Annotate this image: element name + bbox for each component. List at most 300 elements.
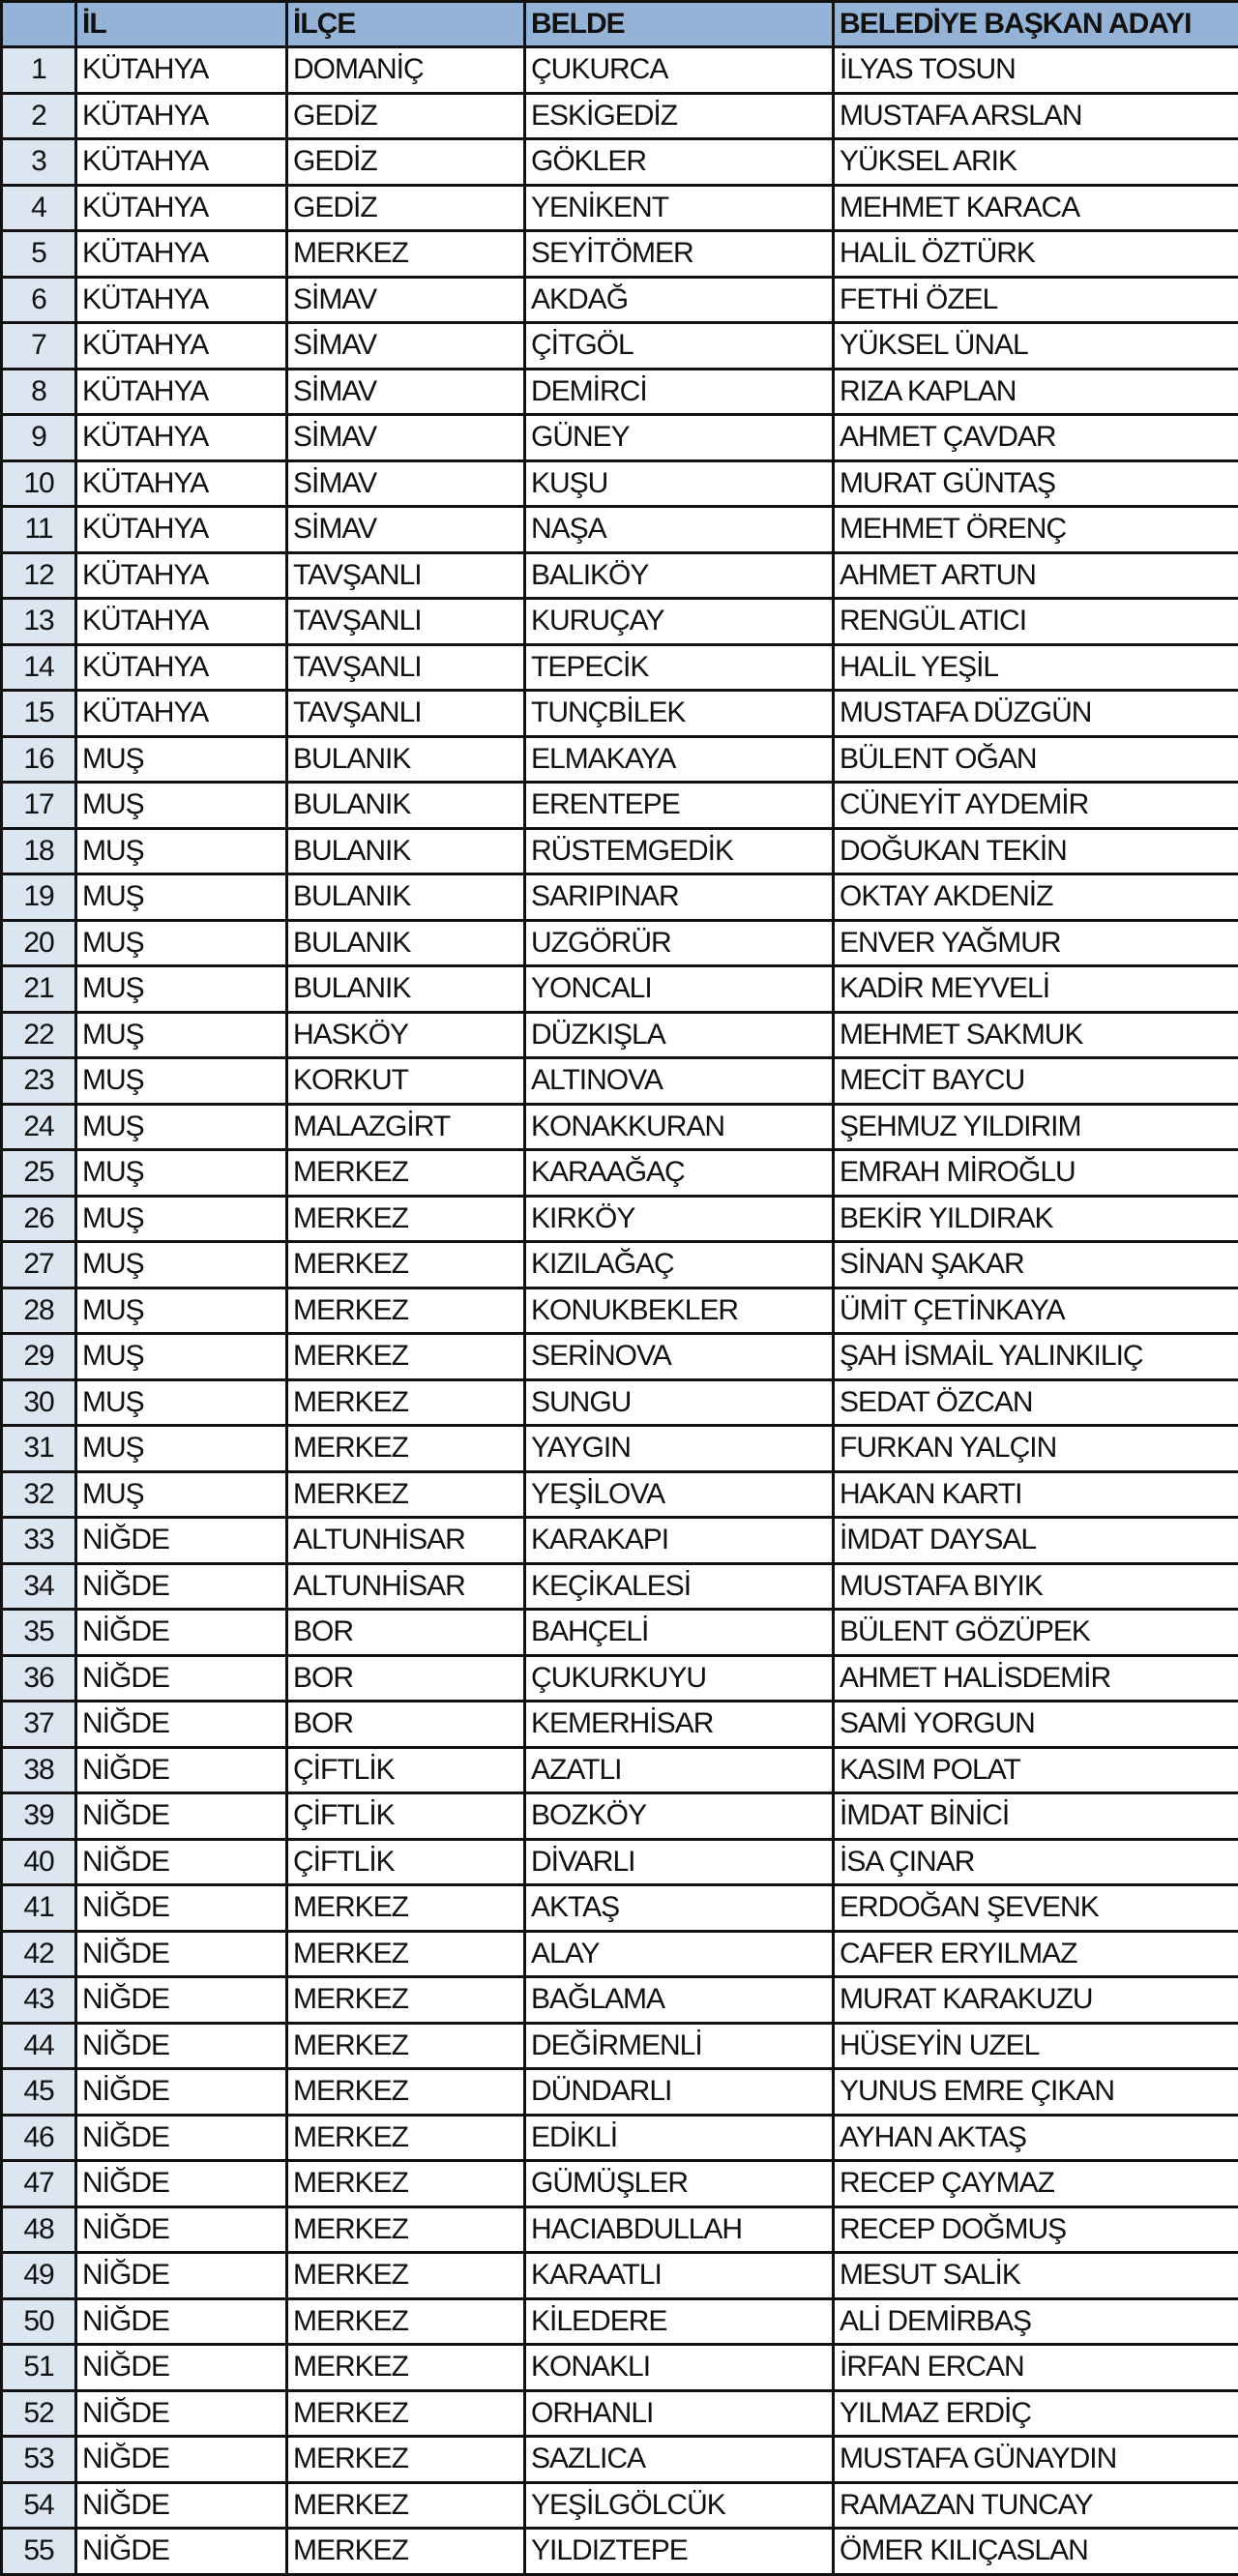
cell-ilce: MERKEZ <box>287 1885 525 1932</box>
cell-aday: ŞEHMUZ YILDIRIM <box>834 1104 1238 1150</box>
cell-il: NİĞDE <box>76 1655 287 1702</box>
cell-il: MUŞ <box>76 1196 287 1242</box>
cell-aday: AHMET ARTUN <box>834 552 1238 599</box>
cell-belde: DÜZKIŞLA <box>525 1012 834 1058</box>
cell-belde: SARIPINAR <box>525 874 834 921</box>
cell-aday: OKTAY AKDENİZ <box>834 874 1238 921</box>
row-number: 6 <box>2 277 76 323</box>
cell-belde: GÜMÜŞLER <box>525 2161 834 2207</box>
row-number: 53 <box>2 2437 76 2483</box>
cell-belde: AZATLI <box>525 1747 834 1793</box>
cell-belde: YEŞİLOVA <box>525 1471 834 1518</box>
table-row <box>2 185 1238 231</box>
cell-belde: ALAY <box>525 1931 834 1977</box>
cell-il: KÜTAHYA <box>76 93 287 139</box>
cell-il: NİĞDE <box>76 1977 287 2024</box>
table-row <box>2 1610 1238 1656</box>
cell-aday: RAMAZAN TUNCAY <box>834 2482 1238 2529</box>
cell-il: MUŞ <box>76 828 287 874</box>
cell-ilce: MERKEZ <box>287 1977 525 2024</box>
row-number: 16 <box>2 736 76 783</box>
cell-belde: BAĞLAMA <box>525 1977 834 2024</box>
row-number: 15 <box>2 691 76 737</box>
cell-aday: MEHMET SAKMUK <box>834 1012 1238 1058</box>
row-number: 7 <box>2 323 76 370</box>
cell-aday: ENVER YAĞMUR <box>834 920 1238 966</box>
table-body <box>2 47 1238 2575</box>
cell-ilce: ÇİFTLİK <box>287 1793 525 1840</box>
row-number: 31 <box>2 1426 76 1472</box>
cell-ilce: MERKEZ <box>287 2206 525 2253</box>
cell-aday: RENGÜL ATICI <box>834 599 1238 645</box>
cell-ilce: MERKEZ <box>287 2115 525 2161</box>
row-number: 42 <box>2 1931 76 1977</box>
cell-il: KÜTAHYA <box>76 691 287 737</box>
cell-belde: ÇİTGÖL <box>525 323 834 370</box>
row-number: 33 <box>2 1518 76 1564</box>
table-row <box>2 1426 1238 1472</box>
cell-belde: BAHÇELİ <box>525 1610 834 1656</box>
row-number: 9 <box>2 415 76 461</box>
cell-ilce: MERKEZ <box>287 2069 525 2116</box>
cell-il: KÜTAHYA <box>76 369 287 415</box>
cell-ilce: MERKEZ <box>287 1931 525 1977</box>
cell-belde: HACIABDULLAH <box>525 2206 834 2253</box>
row-number: 45 <box>2 2069 76 2116</box>
cell-ilce: HASKÖY <box>287 1012 525 1058</box>
cell-belde: UZGÖRÜR <box>525 920 834 966</box>
row-number: 11 <box>2 507 76 553</box>
cell-ilce: ÇİFTLİK <box>287 1839 525 1885</box>
cell-ilce: MERKEZ <box>287 2161 525 2207</box>
cell-belde: SAZLICA <box>525 2437 834 2483</box>
cell-belde: ÇUKURKUYU <box>525 1655 834 1702</box>
cell-ilce: MERKEZ <box>287 2437 525 2483</box>
cell-aday: MUSTAFA GÜNAYDIN <box>834 2437 1238 2483</box>
cell-aday: RIZA KAPLAN <box>834 369 1238 415</box>
table-row <box>2 1563 1238 1610</box>
table-row <box>2 1150 1238 1197</box>
table-row <box>2 1012 1238 1058</box>
cell-aday: CÜNEYİT AYDEMİR <box>834 783 1238 829</box>
row-number: 43 <box>2 1977 76 2024</box>
cell-aday: DOĞUKAN TEKİN <box>834 828 1238 874</box>
row-number: 48 <box>2 2206 76 2253</box>
cell-aday: YUNUS EMRE ÇIKAN <box>834 2069 1238 2116</box>
cell-belde: KONUKBEKLER <box>525 1288 834 1334</box>
cell-il: MUŞ <box>76 1288 287 1334</box>
cell-il: NİĞDE <box>76 2069 287 2116</box>
cell-ilce: KORKUT <box>287 1058 525 1105</box>
cell-belde: DÜNDARLI <box>525 2069 834 2116</box>
row-number: 22 <box>2 1012 76 1058</box>
cell-belde: ORHANLI <box>525 2390 834 2437</box>
cell-aday: FETHİ ÖZEL <box>834 277 1238 323</box>
cell-aday: BÜLENT OĞAN <box>834 736 1238 783</box>
row-number: 18 <box>2 828 76 874</box>
table-row <box>2 2529 1238 2575</box>
cell-ilce: MERKEZ <box>287 2253 525 2299</box>
table-row <box>2 507 1238 553</box>
cell-aday: RECEP ÇAYMAZ <box>834 2161 1238 2207</box>
table-row <box>2 415 1238 461</box>
cell-il: NİĞDE <box>76 2345 287 2391</box>
cell-il: MUŞ <box>76 1379 287 1426</box>
table-row <box>2 2390 1238 2437</box>
cell-belde: KUŞU <box>525 460 834 507</box>
cell-il: KÜTAHYA <box>76 139 287 186</box>
table-row <box>2 1885 1238 1932</box>
cell-ilce: BOR <box>287 1702 525 1748</box>
cell-il: KÜTAHYA <box>76 644 287 691</box>
cell-il: MUŞ <box>76 1334 287 1380</box>
cell-belde: GÜNEY <box>525 415 834 461</box>
cell-ilce: BULANIK <box>287 828 525 874</box>
header-il: İL <box>76 2 287 47</box>
cell-aday: KASIM POLAT <box>834 1747 1238 1793</box>
row-number: 29 <box>2 1334 76 1380</box>
table-row <box>2 828 1238 874</box>
table-row <box>2 2115 1238 2161</box>
cell-il: NİĞDE <box>76 2437 287 2483</box>
cell-belde: ÇUKURCA <box>525 47 834 94</box>
cell-il: NİĞDE <box>76 1885 287 1932</box>
row-number: 19 <box>2 874 76 921</box>
row-number: 12 <box>2 552 76 599</box>
cell-il: KÜTAHYA <box>76 507 287 553</box>
cell-ilce: MERKEZ <box>287 231 525 278</box>
cell-ilce: MERKEZ <box>287 2023 525 2069</box>
row-number: 1 <box>2 47 76 94</box>
cell-il: NİĞDE <box>76 1518 287 1564</box>
header-belde: BELDE <box>525 2 834 47</box>
cell-ilce: MERKEZ <box>287 1334 525 1380</box>
table-row <box>2 2437 1238 2483</box>
row-number: 5 <box>2 231 76 278</box>
cell-aday: İMDAT BİNİCİ <box>834 1793 1238 1840</box>
cell-aday: KADİR MEYVELİ <box>834 966 1238 1013</box>
header-ilce: İLÇE <box>287 2 525 47</box>
table-row <box>2 1196 1238 1242</box>
cell-il: NİĞDE <box>76 1747 287 1793</box>
cell-ilce: BOR <box>287 1610 525 1656</box>
cell-ilce: SİMAV <box>287 460 525 507</box>
cell-il: NİĞDE <box>76 1931 287 1977</box>
row-number: 21 <box>2 966 76 1013</box>
row-number: 47 <box>2 2161 76 2207</box>
cell-belde: KİLEDERE <box>525 2298 834 2345</box>
cell-il: KÜTAHYA <box>76 323 287 370</box>
cell-belde: NAŞA <box>525 507 834 553</box>
cell-ilce: TAVŞANLI <box>287 644 525 691</box>
cell-il: NİĞDE <box>76 2115 287 2161</box>
row-number: 49 <box>2 2253 76 2299</box>
cell-belde: ESKİGEDİZ <box>525 93 834 139</box>
cell-ilce: SİMAV <box>287 369 525 415</box>
row-number: 32 <box>2 1471 76 1518</box>
cell-aday: HALİL YEŞİL <box>834 644 1238 691</box>
cell-ilce: BULANIK <box>287 920 525 966</box>
row-number: 55 <box>2 2529 76 2575</box>
cell-belde: TUNÇBİLEK <box>525 691 834 737</box>
cell-il: MUŞ <box>76 1426 287 1472</box>
cell-aday: MUSTAFA BIYIK <box>834 1563 1238 1610</box>
table-row <box>2 2023 1238 2069</box>
cell-ilce: MERKEZ <box>287 1471 525 1518</box>
cell-belde: KARAAĞAÇ <box>525 1150 834 1197</box>
row-number: 17 <box>2 783 76 829</box>
cell-belde: RÜSTEMGEDİK <box>525 828 834 874</box>
cell-il: NİĞDE <box>76 1793 287 1840</box>
cell-ilce: ALTUNHİSAR <box>287 1518 525 1564</box>
cell-aday: HÜSEYİN UZEL <box>834 2023 1238 2069</box>
row-number: 25 <box>2 1150 76 1197</box>
header-aday: BELEDİYE BAŞKAN ADAYI <box>834 2 1238 47</box>
cell-aday: MURAT KARAKUZU <box>834 1977 1238 2024</box>
cell-il: NİĞDE <box>76 2023 287 2069</box>
cell-belde: YAYGIN <box>525 1426 834 1472</box>
cell-ilce: DOMANİÇ <box>287 47 525 94</box>
cell-belde: YONCALI <box>525 966 834 1013</box>
cell-ilce: MERKEZ <box>287 2298 525 2345</box>
cell-il: MUŞ <box>76 1058 287 1105</box>
table-row <box>2 2345 1238 2391</box>
cell-ilce: ÇİFTLİK <box>287 1747 525 1793</box>
cell-il: NİĞDE <box>76 2161 287 2207</box>
cell-il: MUŞ <box>76 920 287 966</box>
cell-belde: KIRKÖY <box>525 1196 834 1242</box>
table-row <box>2 1104 1238 1150</box>
table-row <box>2 920 1238 966</box>
cell-il: KÜTAHYA <box>76 47 287 94</box>
cell-ilce: MERKEZ <box>287 2482 525 2529</box>
table-row <box>2 1839 1238 1885</box>
cell-il: NİĞDE <box>76 1563 287 1610</box>
header-index <box>2 2 76 47</box>
table-row <box>2 1702 1238 1748</box>
row-number: 50 <box>2 2298 76 2345</box>
row-number: 54 <box>2 2482 76 2529</box>
table-row <box>2 1747 1238 1793</box>
row-number: 51 <box>2 2345 76 2391</box>
cell-ilce: MERKEZ <box>287 1379 525 1426</box>
row-number: 2 <box>2 93 76 139</box>
cell-belde: KEÇİKALESİ <box>525 1563 834 1610</box>
cell-aday: MECİT BAYCU <box>834 1058 1238 1105</box>
table-row <box>2 47 1238 94</box>
cell-ilce: MERKEZ <box>287 2390 525 2437</box>
cell-il: NİĞDE <box>76 2206 287 2253</box>
table-row <box>2 966 1238 1013</box>
cell-ilce: MERKEZ <box>287 1150 525 1197</box>
row-number: 38 <box>2 1747 76 1793</box>
table-row <box>2 783 1238 829</box>
cell-belde: EDİKLİ <box>525 2115 834 2161</box>
cell-ilce: BULANIK <box>287 783 525 829</box>
table-row <box>2 460 1238 507</box>
cell-il: NİĞDE <box>76 1702 287 1748</box>
table-row <box>2 1379 1238 1426</box>
cell-belde: KURUÇAY <box>525 599 834 645</box>
table-row <box>2 323 1238 370</box>
cell-aday: EMRAH MİROĞLU <box>834 1150 1238 1197</box>
cell-ilce: MERKEZ <box>287 1196 525 1242</box>
cell-aday: İSA ÇINAR <box>834 1839 1238 1885</box>
cell-aday: İLYAS TOSUN <box>834 47 1238 94</box>
cell-belde: ELMAKAYA <box>525 736 834 783</box>
row-number: 36 <box>2 1655 76 1702</box>
row-number: 37 <box>2 1702 76 1748</box>
cell-ilce: MERKEZ <box>287 1288 525 1334</box>
cell-belde: DEĞİRMENLİ <box>525 2023 834 2069</box>
table-row <box>2 1334 1238 1380</box>
cell-il: MUŞ <box>76 736 287 783</box>
cell-aday: HALİL ÖZTÜRK <box>834 231 1238 278</box>
table-row <box>2 1471 1238 1518</box>
cell-il: KÜTAHYA <box>76 231 287 278</box>
row-number: 10 <box>2 460 76 507</box>
cell-ilce: MERKEZ <box>287 1426 525 1472</box>
table-row <box>2 1242 1238 1288</box>
table-row <box>2 736 1238 783</box>
cell-aday: AHMET HALİSDEMİR <box>834 1655 1238 1702</box>
cell-il: NİĞDE <box>76 2529 287 2575</box>
cell-aday: MURAT GÜNTAŞ <box>834 460 1238 507</box>
table-row <box>2 1288 1238 1334</box>
cell-belde: KIZILAĞAÇ <box>525 1242 834 1288</box>
cell-ilce: TAVŞANLI <box>287 691 525 737</box>
cell-il: KÜTAHYA <box>76 552 287 599</box>
cell-il: NİĞDE <box>76 2390 287 2437</box>
cell-aday: BEKİR YILDIRAK <box>834 1196 1238 1242</box>
cell-ilce: BULANIK <box>287 736 525 783</box>
cell-il: MUŞ <box>76 874 287 921</box>
cell-aday: AHMET ÇAVDAR <box>834 415 1238 461</box>
header-row <box>2 2 1238 47</box>
table-row <box>2 1793 1238 1840</box>
cell-belde: SUNGU <box>525 1379 834 1426</box>
row-number: 41 <box>2 1885 76 1932</box>
cell-aday: İRFAN ERCAN <box>834 2345 1238 2391</box>
cell-aday: SEDAT ÖZCAN <box>834 1379 1238 1426</box>
table-row <box>2 93 1238 139</box>
cell-belde: TEPECİK <box>525 644 834 691</box>
table-row <box>2 2298 1238 2345</box>
cell-ilce: MALAZGİRT <box>287 1104 525 1150</box>
table-row <box>2 599 1238 645</box>
table-row <box>2 231 1238 278</box>
cell-belde: ALTINOVA <box>525 1058 834 1105</box>
cell-aday: BÜLENT GÖZÜPEK <box>834 1610 1238 1656</box>
cell-belde: DEMİRCİ <box>525 369 834 415</box>
cell-aday: YÜKSEL ÜNAL <box>834 323 1238 370</box>
row-number: 40 <box>2 1839 76 1885</box>
cell-belde: YENİKENT <box>525 185 834 231</box>
cell-ilce: SİMAV <box>287 507 525 553</box>
cell-belde: ERENTEPE <box>525 783 834 829</box>
cell-ilce: ALTUNHİSAR <box>287 1563 525 1610</box>
cell-aday: ŞAH İSMAİL YALINKILIÇ <box>834 1334 1238 1380</box>
cell-aday: MEHMET ÖRENÇ <box>834 507 1238 553</box>
table-row <box>2 369 1238 415</box>
cell-aday: HAKAN KARTI <box>834 1471 1238 1518</box>
cell-ilce: MERKEZ <box>287 2529 525 2575</box>
table-row <box>2 874 1238 921</box>
cell-il: KÜTAHYA <box>76 277 287 323</box>
cell-belde: GÖKLER <box>525 139 834 186</box>
cell-aday: MESUT SALİK <box>834 2253 1238 2299</box>
cell-belde: AKTAŞ <box>525 1885 834 1932</box>
row-number: 30 <box>2 1379 76 1426</box>
table-row <box>2 139 1238 186</box>
cell-belde: DİVARLI <box>525 1839 834 1885</box>
cell-ilce: MERKEZ <box>287 1242 525 1288</box>
cell-belde: KEMERHİSAR <box>525 1702 834 1748</box>
row-number: 24 <box>2 1104 76 1150</box>
cell-aday: SİNAN ŞAKAR <box>834 1242 1238 1288</box>
cell-belde: KARAKAPI <box>525 1518 834 1564</box>
cell-ilce: GEDİZ <box>287 93 525 139</box>
table-row <box>2 2482 1238 2529</box>
table-row <box>2 2253 1238 2299</box>
cell-il: KÜTAHYA <box>76 599 287 645</box>
cell-ilce: SİMAV <box>287 323 525 370</box>
cell-ilce: BOR <box>287 1655 525 1702</box>
row-number: 3 <box>2 139 76 186</box>
cell-aday: AYHAN AKTAŞ <box>834 2115 1238 2161</box>
cell-il: MUŞ <box>76 966 287 1013</box>
cell-belde: YILDIZTEPE <box>525 2529 834 2575</box>
row-number: 35 <box>2 1610 76 1656</box>
row-number: 13 <box>2 599 76 645</box>
row-number: 4 <box>2 185 76 231</box>
cell-aday: ALİ DEMİRBAŞ <box>834 2298 1238 2345</box>
cell-aday: RECEP DOĞMUŞ <box>834 2206 1238 2253</box>
table-row <box>2 1655 1238 1702</box>
cell-ilce: GEDİZ <box>287 139 525 186</box>
cell-il: NİĞDE <box>76 1610 287 1656</box>
cell-il: NİĞDE <box>76 2298 287 2345</box>
cell-aday: MUSTAFA DÜZGÜN <box>834 691 1238 737</box>
cell-aday: CAFER ERYILMAZ <box>834 1931 1238 1977</box>
cell-il: NİĞDE <box>76 2253 287 2299</box>
row-number: 52 <box>2 2390 76 2437</box>
table-row <box>2 2069 1238 2116</box>
row-number: 14 <box>2 644 76 691</box>
cell-belde: KONAKLI <box>525 2345 834 2391</box>
cell-ilce: SİMAV <box>287 415 525 461</box>
cell-il: NİĞDE <box>76 1839 287 1885</box>
cell-aday: MEHMET KARACA <box>834 185 1238 231</box>
table-row <box>2 2161 1238 2207</box>
row-number: 46 <box>2 2115 76 2161</box>
cell-aday: FURKAN YALÇIN <box>834 1426 1238 1472</box>
cell-aday: ÜMİT ÇETİNKAYA <box>834 1288 1238 1334</box>
row-number: 26 <box>2 1196 76 1242</box>
cell-ilce: TAVŞANLI <box>287 599 525 645</box>
cell-aday: İMDAT DAYSAL <box>834 1518 1238 1564</box>
row-number: 27 <box>2 1242 76 1288</box>
cell-ilce: GEDİZ <box>287 185 525 231</box>
table-row <box>2 1518 1238 1564</box>
cell-aday: YÜKSEL ARIK <box>834 139 1238 186</box>
cell-ilce: BULANIK <box>287 874 525 921</box>
cell-belde: SERİNOVA <box>525 1334 834 1380</box>
cell-il: MUŞ <box>76 1471 287 1518</box>
cell-il: NİĞDE <box>76 2482 287 2529</box>
table-row <box>2 644 1238 691</box>
cell-il: KÜTAHYA <box>76 415 287 461</box>
